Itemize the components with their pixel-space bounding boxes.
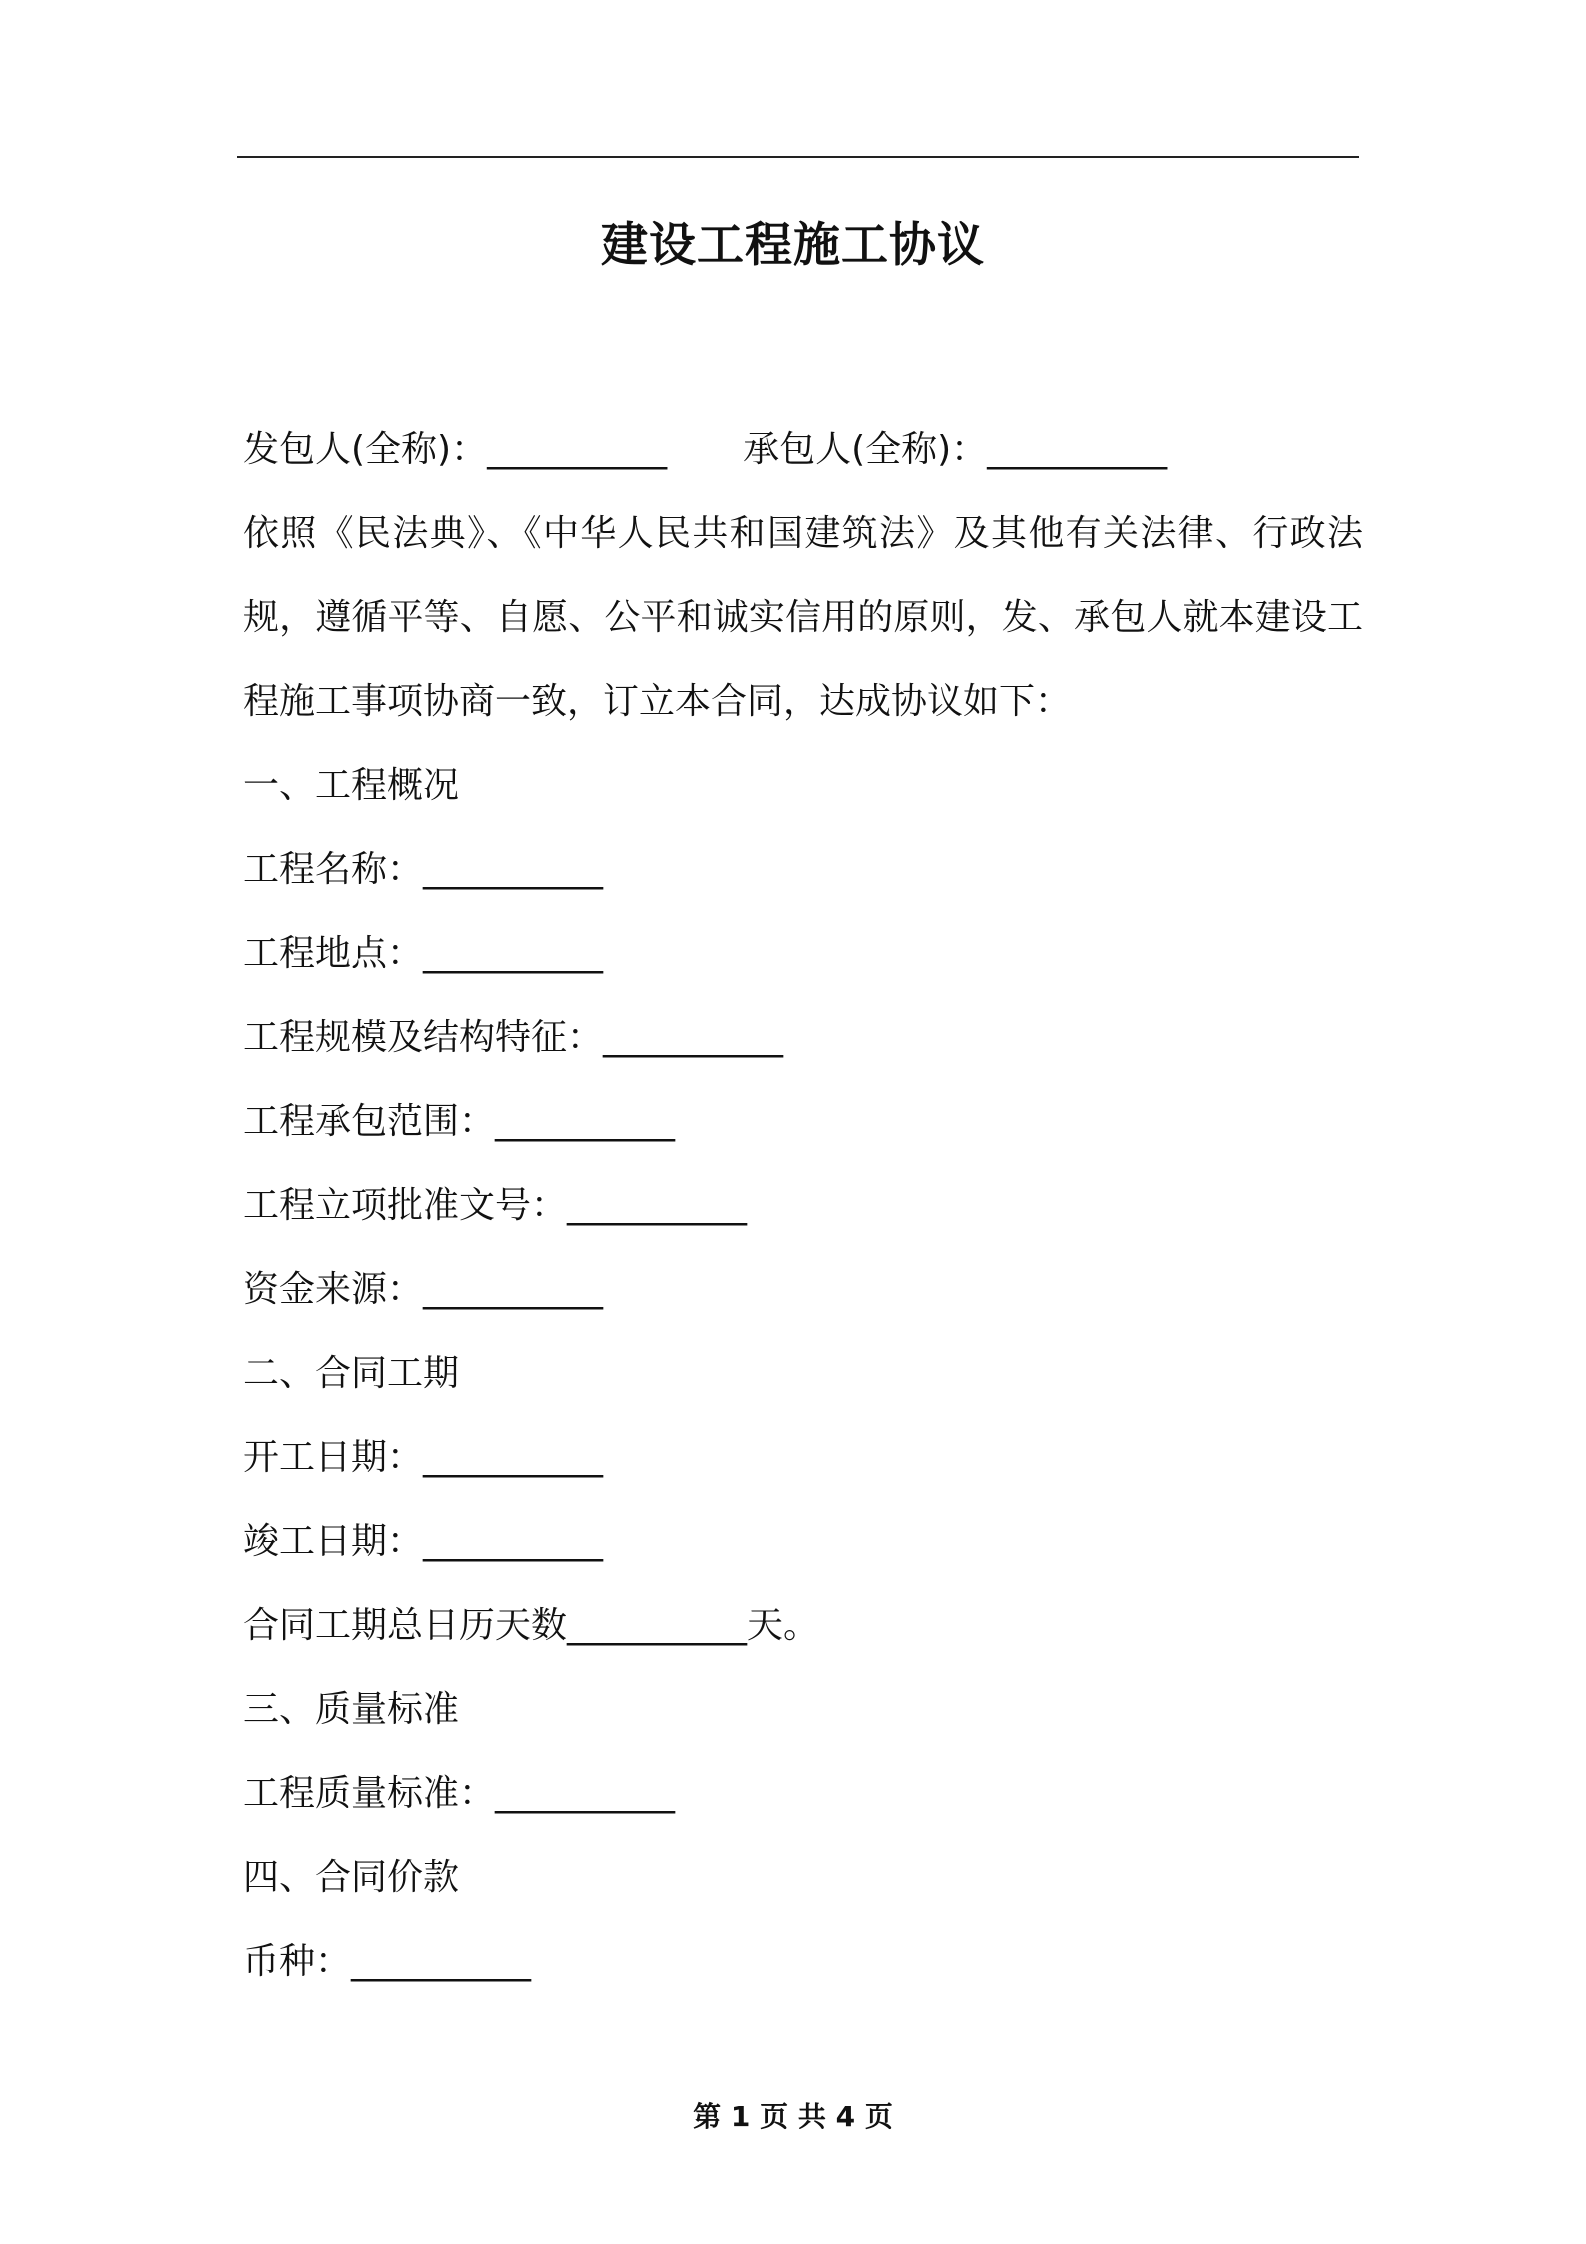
document-title: 建设工程施工协议	[601, 218, 985, 273]
header-rule	[237, 156, 1359, 158]
parties-row	[243, 408, 1363, 492]
contract-scope-field: 工程承包范围：__________	[243, 1101, 676, 1142]
section-heading-contract-period: 二、合同工期	[243, 1353, 460, 1394]
employer-field: 发包人(全称)：__________	[243, 429, 668, 470]
quality-standard-field: 工程质量标准：__________	[243, 1773, 676, 1814]
section-heading-project-overview: 一、工程概况	[243, 765, 460, 806]
funding-source-field: 资金来源：__________	[243, 1269, 604, 1310]
completion-date-field: 竣工日期：__________	[243, 1521, 604, 1562]
preamble-paragraph: 依照《民法典》、《中华人民共和国建筑法》及其他有关法律、行政法规，遵循平等、自愿、公平和诚实信用的原则，发、承包人就本建设工程施工事项协商一致，订立本合同，达成协议如下：	[243, 513, 1363, 722]
total-days-field: 合同工期总日历天数__________天。	[243, 1605, 820, 1646]
section-heading-quality-standard: 三、质量标准	[243, 1689, 460, 1730]
project-name-field: 工程名称：__________	[243, 849, 604, 890]
contractor-field: 承包人(全称)：__________	[743, 429, 1168, 470]
start-date-field: 开工日期：__________	[243, 1437, 604, 1478]
section-heading-contract-price: 四、合同价款	[243, 1857, 460, 1898]
page-footer: 第 1 页 共 4 页	[693, 2100, 893, 2133]
document-body	[243, 408, 1363, 2004]
project-location-field: 工程地点：__________	[243, 933, 604, 974]
project-scale-field: 工程规模及结构特征：__________	[243, 1017, 784, 1058]
approval-number-field: 工程立项批准文号：__________	[243, 1185, 748, 1226]
currency-field: 币种：__________	[243, 1941, 532, 1982]
